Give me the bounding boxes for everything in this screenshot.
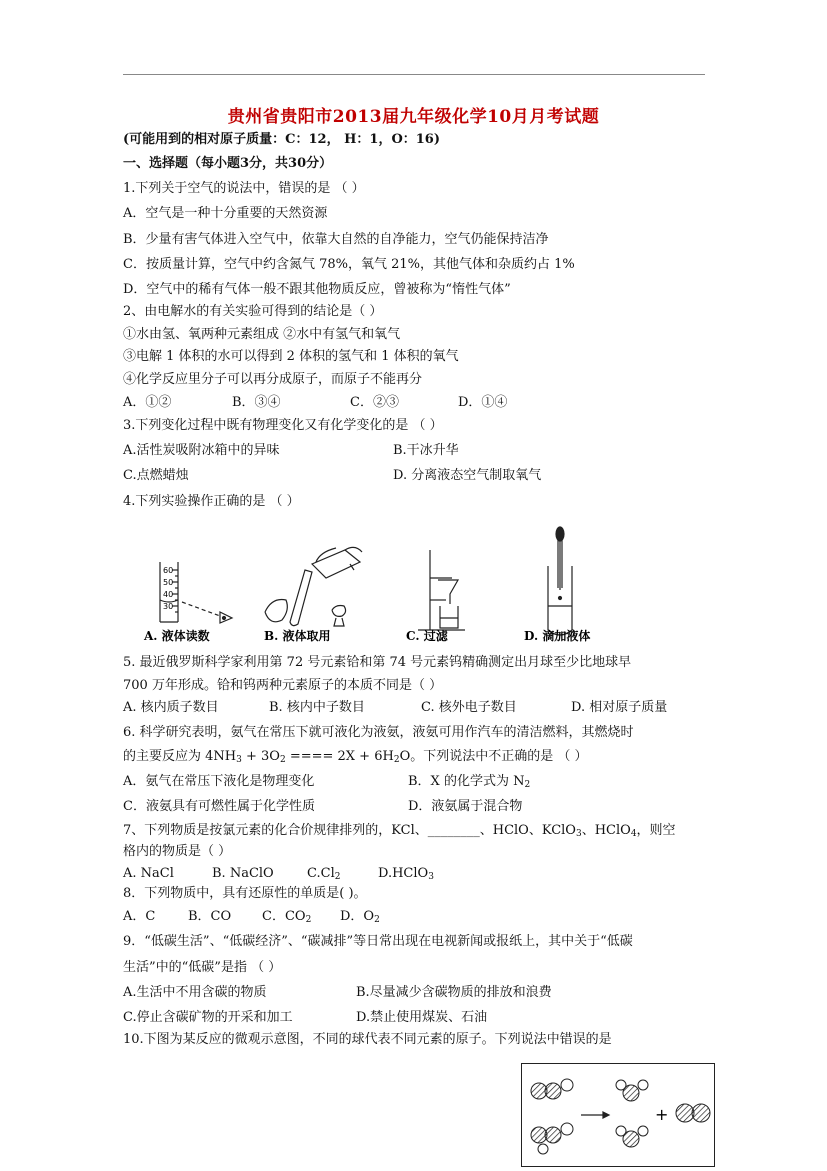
- q9-option-a: A.生活中不用含碳的物质: [123, 985, 267, 1000]
- header-rule: [123, 74, 705, 75]
- q1-option-a: A．空气是一种十分重要的天然资源: [123, 206, 328, 221]
- caption-d: D. 滴加液体: [524, 629, 591, 643]
- q8-option-d: D．$O_2$: [340, 909, 380, 925]
- reaction-diagram: [521, 1063, 715, 1167]
- q10-stem: 10.下图为某反应的微观示意图，不同的球代表不同元素的原子。下列说法中错误的是: [123, 1032, 612, 1047]
- q5-stem-line1: 5. 最近俄罗斯科学家利用第 72 号元素铪和第 74 号元素钨精确测定出月球至少比地球早: [123, 655, 632, 670]
- q9-stem-line2: 生活”中的“低碳”是指 （ ）: [123, 960, 282, 975]
- q9-option-d: D.禁止使用煤炭、石油: [356, 1010, 488, 1025]
- tick-40: 40: [163, 590, 174, 599]
- product-molecule-3: [676, 1104, 710, 1122]
- q1-option-d: D．空气中的稀有气体一般不跟其他物质反应，曾被称为“惰性气体”: [123, 282, 511, 297]
- q4-stem: 4.下列实验操作正确的是 （ ）: [123, 494, 300, 509]
- q1-option-b: B．少量有害气体进入空气中，依靠大自然的自净能力，空气仍能保持洁净: [123, 232, 549, 247]
- q2-statement-3: ③电解 1 体积的水可以得到 2 体积的氢气和 1 体积的氧气: [123, 349, 459, 364]
- q7-option-d: D.HClO$_3$: [378, 866, 434, 882]
- product-molecule-2: [616, 1126, 648, 1147]
- q5-option-b: B. 核内中子数目: [269, 700, 365, 715]
- q8-stem: 8．下列物质中，具有还原性的单质是( )。: [123, 886, 367, 901]
- tick-60: 60: [163, 566, 174, 575]
- q6-stem-line2: 的主要反应为 $4NH_3 + 3O_2$ ==== $2X + 6H_2O$。下列说法中不正确的是 （ ）: [123, 749, 588, 765]
- tick-50: 50: [163, 578, 174, 587]
- lab-operations-figure: [140, 522, 674, 646]
- reaction-arrow: [581, 1112, 609, 1118]
- tick-30: 30: [163, 602, 174, 611]
- page-title: 贵州省贵阳市2013届九年级化学10月月考试题: [227, 107, 600, 127]
- q7-stem-line1: 7、下列物质是按氯元素的化合价规律排列的，KCl、________、HClO、KClO$_3$、HClO$_4$，则空: [123, 823, 676, 839]
- q7-option-b: B. NaClO: [212, 866, 274, 881]
- q2-statement-4: ④化学反应里分子可以再分成原子，而原子不能再分: [123, 372, 423, 387]
- q5-option-a: A. 核内质子数目: [123, 700, 219, 715]
- q5-option-d: D. 相对原子质量: [571, 700, 668, 715]
- section-heading: 一、选择题（每小题3分，共30分）: [123, 156, 333, 171]
- q9-stem-line1: 9．“低碳生活”、“低碳经济”、“碳减排”等日常出现在电视新闻或报纸上，其中关于“低碳: [123, 934, 633, 949]
- q2-option-d: D．①④: [458, 395, 508, 410]
- q6-option-c: C．液氨具有可燃性属于化学性质: [123, 799, 315, 814]
- q1-option-c: C．按质量计算，空气中约含氮气 78%，氧气 21%，其他气体和杂质约占 1%: [123, 257, 575, 272]
- q6-option-a: A．氨气在常压下液化是物理变化: [123, 774, 315, 789]
- caption-b: B. 液体取用: [264, 629, 331, 643]
- q1-stem: 1.下列关于空气的说法中，错误的是 （ ）: [123, 181, 365, 196]
- q7-option-a: A. NaCl: [123, 866, 174, 881]
- filtration-funnel-icon: [418, 550, 465, 630]
- q2-option-b: B．③④: [232, 395, 281, 410]
- q9-option-b: B.尽量减少含碳物质的排放和浪费: [356, 985, 552, 1000]
- caption-c: C. 过滤: [406, 629, 448, 643]
- dropper-test-tube-icon: [548, 527, 572, 635]
- q7-option-c: $C.Cl_2$: [307, 866, 341, 882]
- q3-option-a: A.活性炭吸附冰箱中的异味: [123, 443, 280, 458]
- atomic-mass-note: (可能用到的相对原子质量：C：12， H：1，O：16): [123, 132, 441, 147]
- q3-stem: 3.下列变化过程中既有物理变化又有化学变化的是 （ ）: [123, 418, 443, 433]
- q3-option-b: B.干冰升华: [393, 443, 459, 458]
- q2-option-a: A．①②: [123, 395, 172, 410]
- q5-stem-line2: 700 万年形成。铪和钨两种元素原子的本质不同是（ ）: [123, 678, 443, 693]
- q8-option-a: A．C: [123, 909, 156, 924]
- q9-option-c: C.停止含碳矿物的开采和加工: [123, 1010, 293, 1025]
- q2-stem: 2、由电解水的有关实验可得到的结论是（ ）: [123, 304, 383, 319]
- q2-statement-1-2: ①水由氢、氧两种元素组成 ②水中有氢气和氧气: [123, 327, 401, 342]
- q6-option-d: D．液氨属于混合物: [408, 799, 523, 814]
- reaction-diagram-svg: [521, 1063, 715, 1167]
- q8-option-c: C．$CO_2$: [262, 909, 312, 925]
- q2-option-c: C．②③: [350, 395, 399, 410]
- caption-a: A. 液体读数: [144, 629, 210, 643]
- reactant-molecule-2: [531, 1123, 573, 1154]
- q7-stem-line2: 格内的物质是（ ）: [123, 844, 232, 859]
- pouring-liquid-icon: [265, 547, 362, 626]
- q3-option-c: C.点燃蜡烛: [123, 468, 189, 483]
- lab-operations-svg: [140, 522, 674, 646]
- q5-option-c: C. 核外电子数目: [421, 700, 517, 715]
- plus-sign: +: [655, 1105, 669, 1124]
- q6-stem-line1: 6. 科学研究表明，氨气在常压下就可液化为液氨，液氨可用作汽车的清洁燃料，其燃烧时: [123, 725, 634, 740]
- product-molecule-1: [616, 1080, 648, 1101]
- reactant-molecule-1: [531, 1079, 573, 1099]
- q3-option-d: D. 分离液态空气制取氧气: [393, 468, 542, 483]
- q6-option-b: B．X 的化学式为 $N_2$: [408, 774, 531, 790]
- q8-option-b: B．CO: [188, 909, 232, 924]
